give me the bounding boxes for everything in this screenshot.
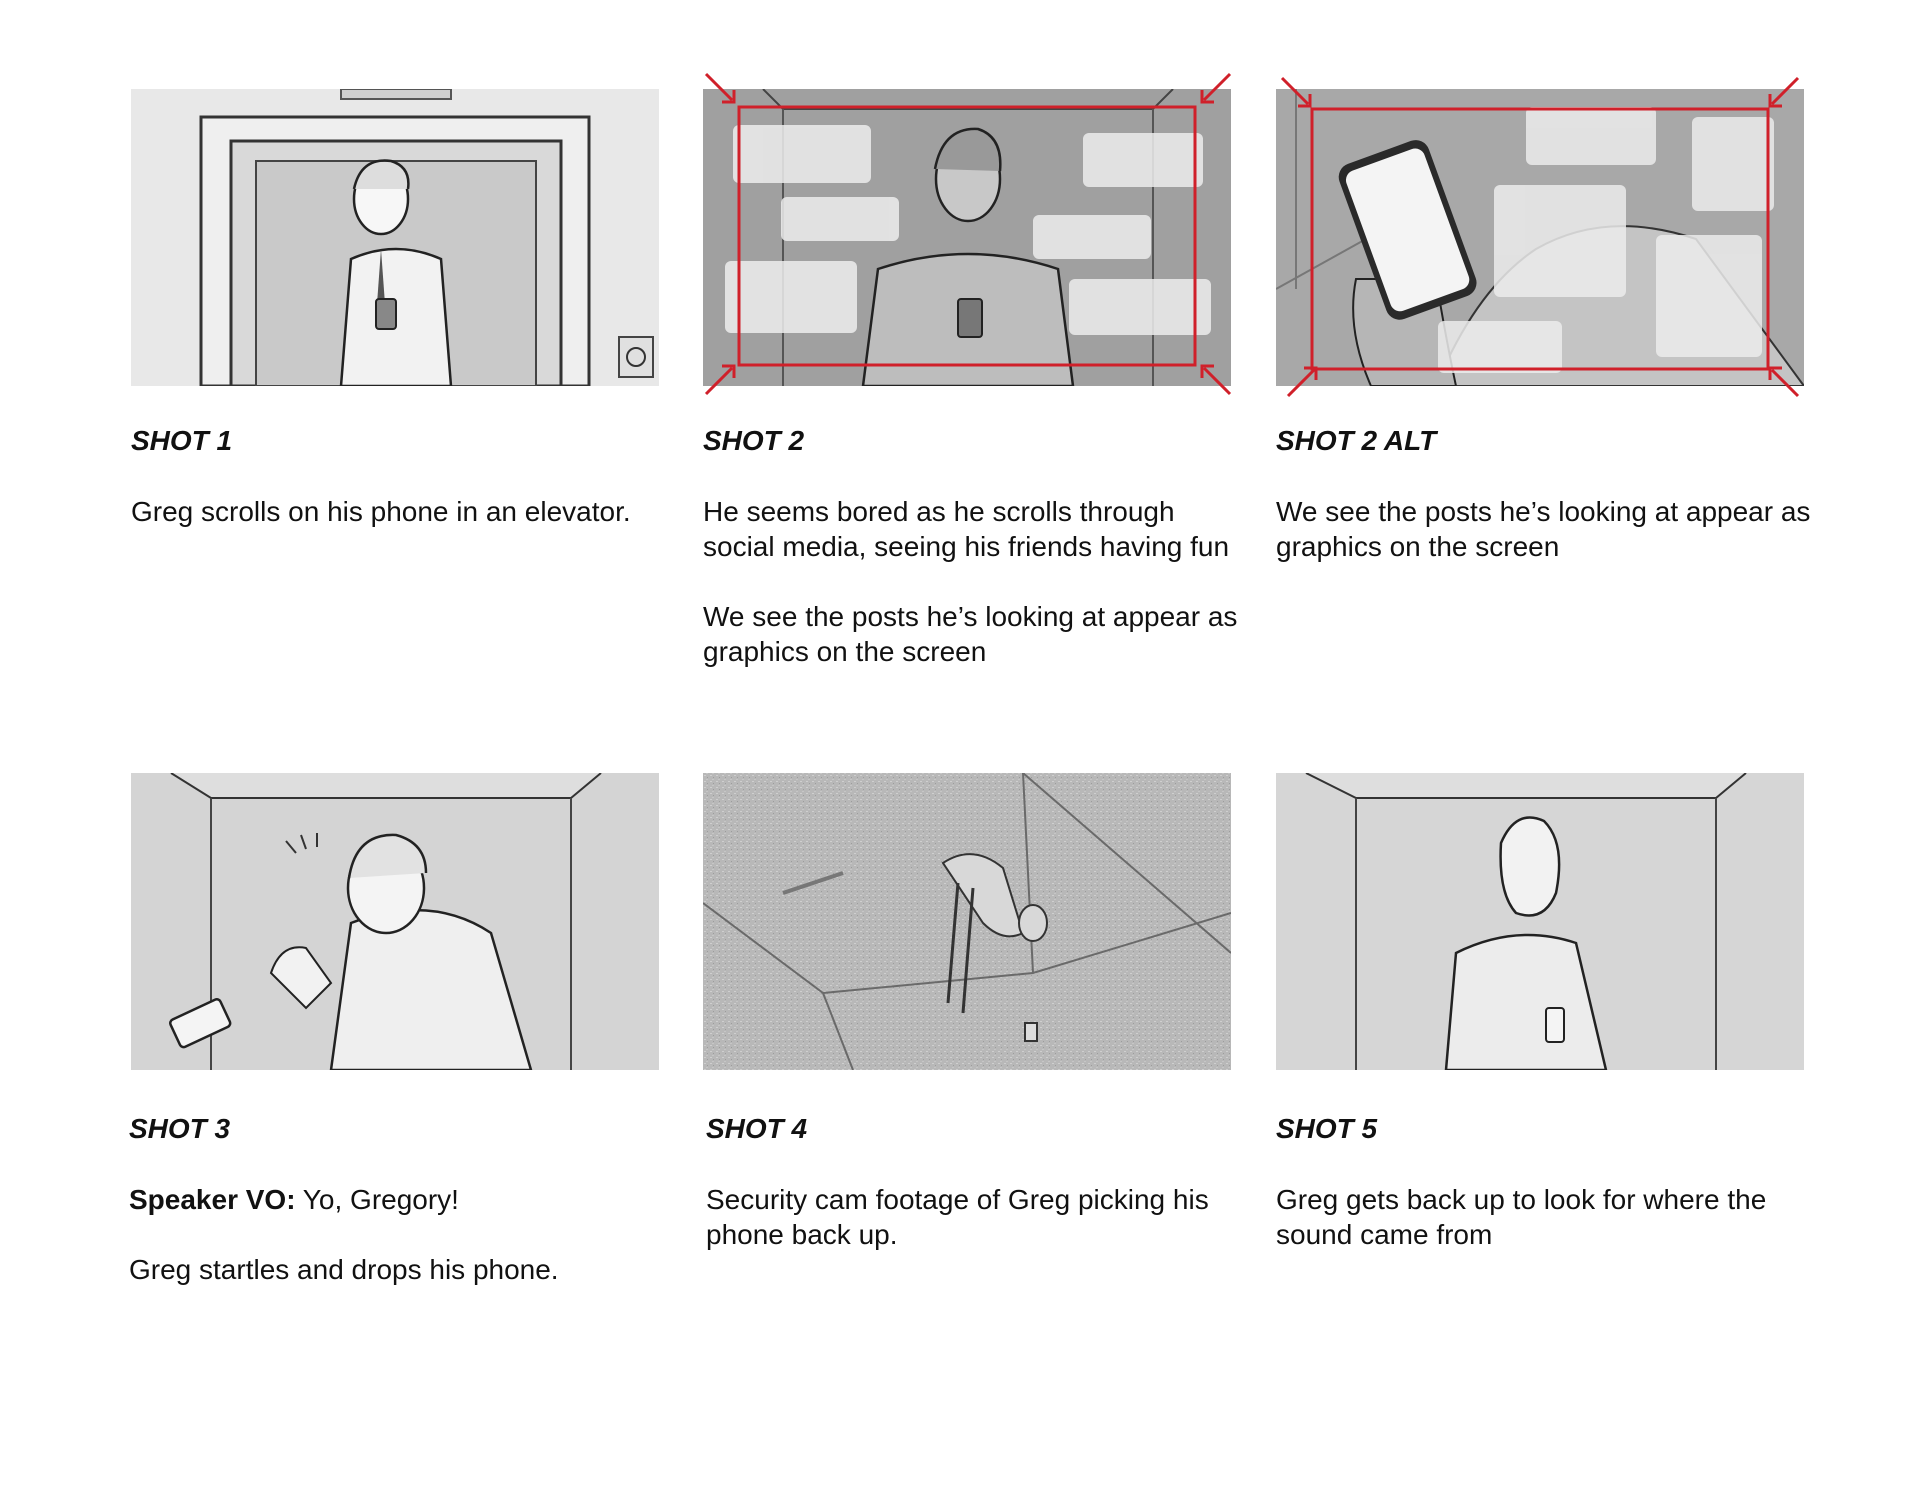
shot-2-paragraph-2: We see the posts he’s looking at appear as graphics on the screen: [703, 601, 1238, 667]
corner-arrow-icon: [1196, 68, 1236, 108]
shot-2-title: SHOT 2: [703, 425, 805, 456]
shot-3-paragraph: Greg startles and drops his phone.: [129, 1254, 559, 1285]
shot-1-description: [131, 494, 671, 529]
corner-arrow-icon: [1196, 360, 1236, 400]
shot-5-description: [1276, 1182, 1816, 1252]
shot-5-illustration: [1276, 773, 1804, 1070]
shot-2-alt-illustration: [1276, 89, 1804, 386]
corner-arrow-icon: [1282, 362, 1322, 402]
corner-arrow-icon: [1764, 72, 1804, 112]
shot-2-alt-title: SHOT 2 ALT: [1276, 425, 1437, 456]
shot-3-panel: [131, 773, 659, 1070]
shot-3-description: [129, 1182, 669, 1287]
shot-2-illustration: [703, 89, 1231, 386]
shot-3-title: SHOT 3: [129, 1113, 231, 1144]
shot-2-alt-description: [1276, 494, 1816, 564]
shot-1-paragraph: Greg scrolls on his phone in an elevator.: [131, 496, 631, 527]
shot-5-title: SHOT 5: [1276, 1113, 1378, 1144]
speaker-label: Speaker VO:: [129, 1184, 296, 1215]
shot-4-panel: [703, 773, 1231, 1070]
shot-5-panel: [1276, 773, 1804, 1070]
shot-3-dialogue: [129, 1182, 669, 1217]
corner-arrow-icon: [700, 68, 740, 108]
shot-4-description: [706, 1182, 1226, 1252]
shot-1-title: SHOT 1: [131, 425, 233, 456]
shot-2-paragraph-1: He seems bored as he scrolls through social media, seeing his friends having fun: [703, 496, 1230, 562]
shot-2-alt-panel: [1276, 89, 1804, 386]
corner-arrow-icon: [1276, 72, 1316, 112]
shot-1-illustration: [131, 89, 659, 386]
shot-1-panel: [131, 89, 659, 386]
shot-3-illustration: [131, 773, 659, 1070]
corner-arrow-icon: [1764, 362, 1804, 402]
shot-4-illustration: [703, 773, 1231, 1070]
shot-2-alt-paragraph: We see the posts he’s looking at appear as graphics on the screen: [1276, 496, 1811, 562]
corner-arrow-icon: [700, 360, 740, 400]
speaker-line: Yo, Gregory!: [295, 1184, 459, 1215]
shot-2-panel: [703, 89, 1231, 386]
shot-5-paragraph: Greg gets back up to look for where the sound came from: [1276, 1184, 1767, 1250]
shot-2-description: [703, 494, 1243, 669]
shot-4-paragraph: Security cam footage of Greg picking his phone back up.: [706, 1184, 1209, 1250]
shot-4-title: SHOT 4: [706, 1113, 808, 1144]
